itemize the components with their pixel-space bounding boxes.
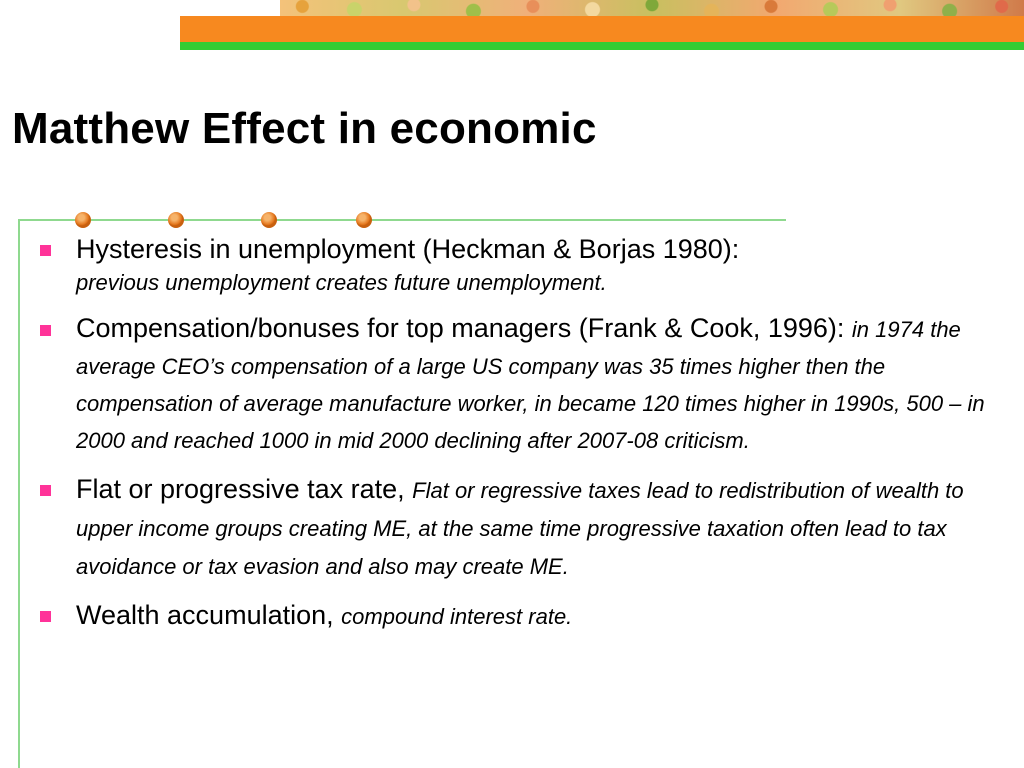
decorative-dot [261, 212, 277, 228]
horizontal-rule [18, 219, 786, 221]
top-banner [180, 0, 1024, 52]
decorative-dot [168, 212, 184, 228]
bullet-lead: Flat or progressive tax rate, [76, 474, 405, 504]
decorative-dot [356, 212, 372, 228]
bullet-square-icon [40, 485, 51, 496]
slide-body [40, 230, 1012, 646]
bullet-square-icon [40, 325, 51, 336]
bullet-item [40, 230, 1012, 298]
bullet-lead: Wealth accumulation, [76, 600, 334, 630]
banner-orange-bar [180, 16, 1024, 42]
bullet-detail: previous unemployment creates future unemployment. [76, 270, 607, 295]
decorative-dot [75, 212, 91, 228]
bullet-item [40, 310, 1012, 458]
bullet-lead: Compensation/bonuses for top managers (Frank & Cook, 1996): [76, 313, 845, 343]
banner-green-bar [180, 42, 1024, 50]
banner-photo-strip [280, 0, 1024, 16]
bullet-square-icon [40, 245, 51, 256]
bullet-square-icon [40, 611, 51, 622]
bullet-list [40, 230, 1012, 634]
bullet-detail: compound interest rate. [341, 604, 573, 629]
bullet-lead: Hysteresis in unemployment (Heckman & Borjas 1980): [76, 234, 740, 264]
slide-title: Matthew Effect in economic [12, 104, 597, 153]
bullet-item [40, 470, 1012, 584]
bullet-detail: in 1974 the average CEO’s compensation of a large US company was 35 times higher then the compensation of average manufacture worker, in became 120 times higher in 1990s, 500 – in 2000 and reached 1000 in mid 2000 declining after 2007-08 criticism. [76, 317, 985, 453]
vertical-rule [18, 219, 20, 768]
bullet-detail: Flat or regressive taxes lead to redistribution of wealth to upper income groups creating ME, at the same time progressive taxation often lead to tax avoidance or tax evasion and also may create ME. [76, 478, 964, 579]
bullet-item [40, 596, 1012, 634]
